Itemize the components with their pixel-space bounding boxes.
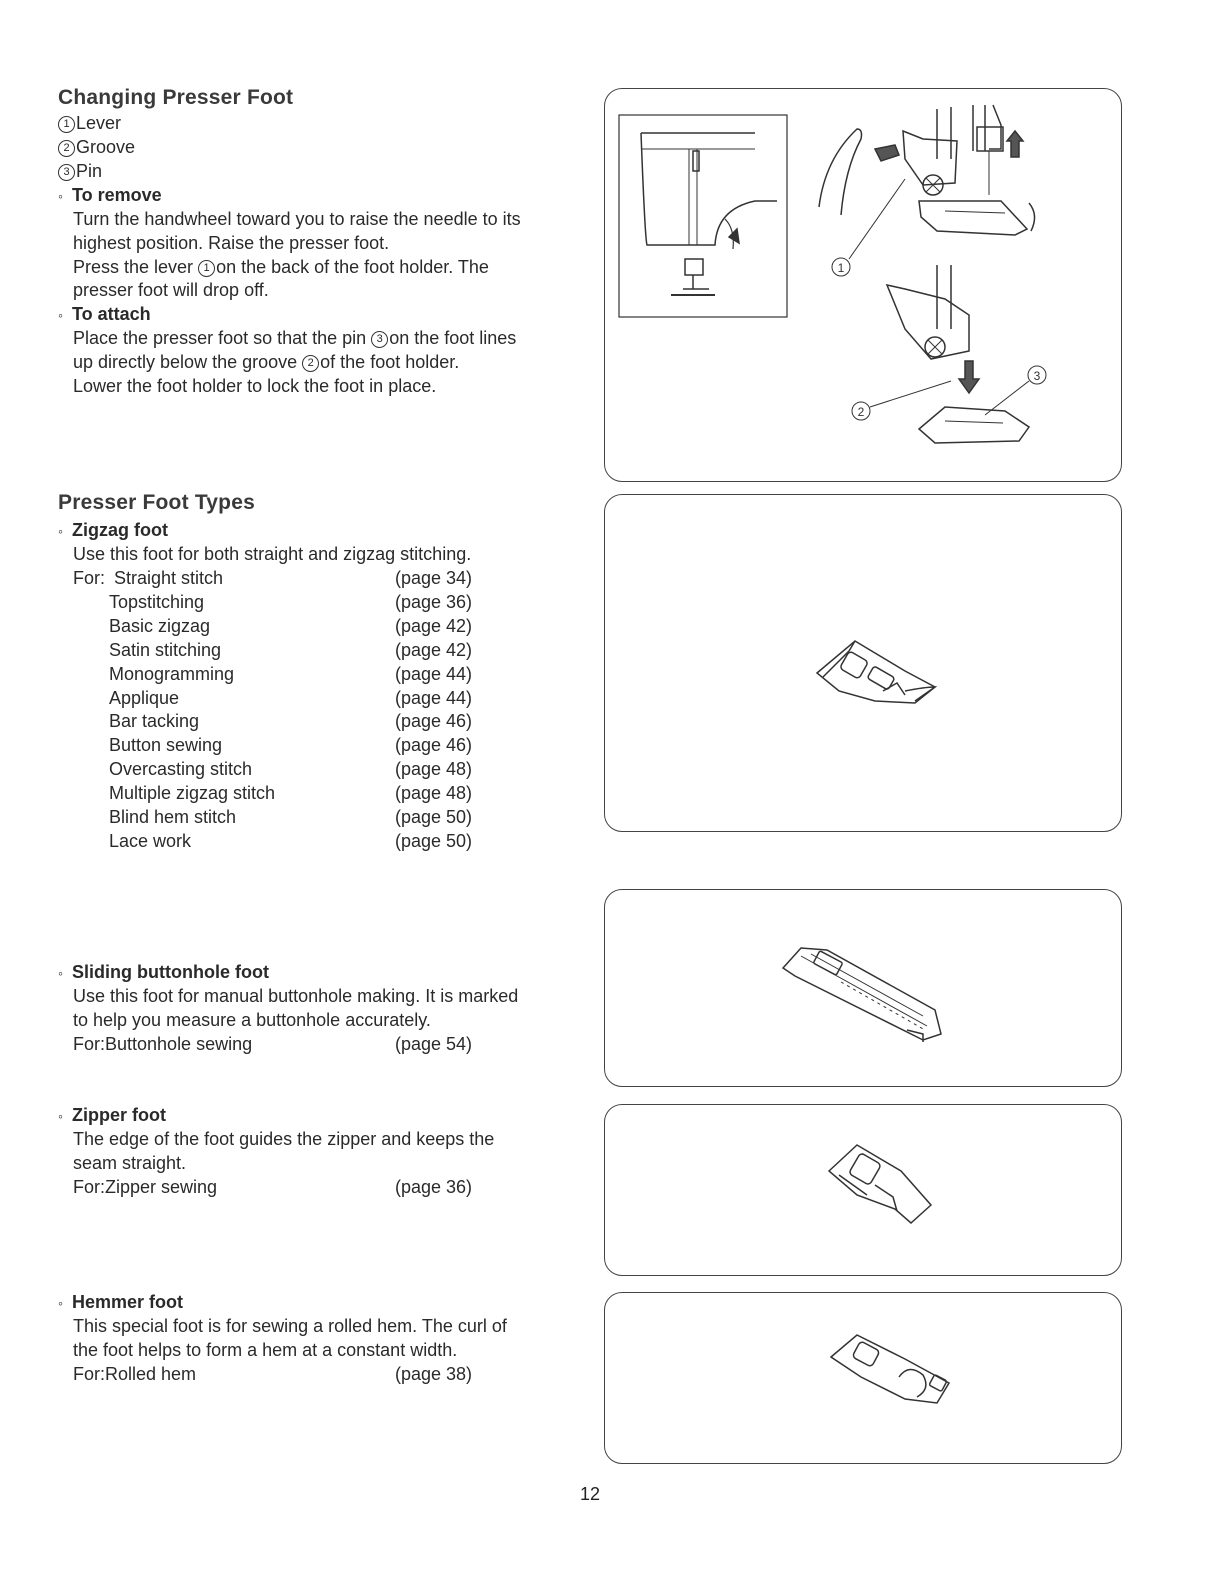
- zigzag-heading: [58, 519, 168, 544]
- use-name: Overcasting stitch: [109, 759, 253, 780]
- use-page: (page 44): [395, 687, 473, 708]
- zipper-heading: [58, 1104, 166, 1129]
- text-line: the foot helps to form a hem at a constant width.: [73, 1339, 458, 1360]
- text-line: [73, 256, 521, 280]
- circled-number: 1: [58, 116, 75, 133]
- zigzag-desc: Use this foot for both straight and zigzag stitching.: [73, 544, 472, 564]
- text-line: [73, 351, 516, 375]
- hemmer-use: For:Rolled hem: [73, 1364, 197, 1384]
- for-label: For:: [73, 568, 106, 588]
- use-name: Topstitching: [109, 591, 205, 612]
- bullet-icon: ◦: [58, 1295, 63, 1311]
- use-name: Bar tacking: [109, 711, 200, 732]
- buttonhole-page: (page 54): [395, 1034, 473, 1054]
- buttonhole-desc: [73, 985, 518, 1033]
- part-label: Pin: [76, 160, 103, 181]
- remove-instructions: [73, 208, 521, 303]
- use-page: (page 50): [395, 830, 473, 851]
- use-page: (page 48): [395, 783, 473, 804]
- buttonhole-heading: [58, 961, 269, 986]
- use-name: Satin stitching: [109, 639, 222, 660]
- text-line: The edge of the foot guides the zipper and keeps the: [73, 1129, 495, 1149]
- callout-1: 1: [837, 261, 845, 275]
- text-part: up directly below the groove: [73, 351, 298, 372]
- figure-changing-presser-foot: [604, 88, 1122, 482]
- text-part: Place the presser foot so that the pin: [73, 328, 367, 348]
- zipper-desc: [73, 1128, 494, 1176]
- text-line: This special foot is for sewing a rolled hem. The curl of: [73, 1316, 507, 1336]
- figure-hemmer-foot: [604, 1292, 1122, 1464]
- bullet-icon: ◦: [58, 307, 63, 323]
- text-line: highest position. Raise the presser foot.: [73, 232, 390, 253]
- text-line: to help you measure a buttonhole accurately.: [73, 1009, 431, 1030]
- hemmer-title: Hemmer foot: [72, 1292, 184, 1312]
- use-name: Button sewing: [109, 735, 223, 756]
- use-page: (page 42): [395, 615, 473, 636]
- text-part: Press the lever: [73, 256, 194, 277]
- buttonhole-use: For:Buttonhole sewing: [73, 1034, 253, 1054]
- zipper-page: (page 36): [395, 1177, 473, 1197]
- text-line: presser foot will drop off.: [73, 280, 269, 301]
- use-name: Monogramming: [109, 663, 235, 684]
- circled-number: 3: [58, 164, 75, 181]
- use-page: (page 46): [395, 711, 473, 732]
- circled-number: 1: [198, 260, 215, 277]
- figure-zipper-foot: [604, 1104, 1122, 1276]
- zigzag-foot-icon: [605, 495, 1121, 831]
- part-item-pin: [58, 160, 135, 184]
- use-page: (page 50): [395, 807, 473, 827]
- part-item-groove: [58, 136, 135, 160]
- text-part: on the back of the foot holder. The: [216, 256, 489, 277]
- attach-instructions: [73, 327, 516, 398]
- text-part: of the foot holder.: [320, 351, 460, 372]
- hemmer-foot-icon: [605, 1293, 1121, 1463]
- figure-buttonhole-foot: [604, 889, 1122, 1087]
- section-title-changing: Changing Presser Foot: [58, 86, 294, 109]
- hemmer-page: (page 38): [395, 1364, 473, 1384]
- circled-number: 2: [58, 140, 75, 157]
- circled-number: 3: [371, 331, 388, 348]
- text-line: Turn the handwheel toward you to raise the needle to its: [73, 209, 521, 229]
- remove-heading: [58, 184, 162, 209]
- buttonhole-title: Sliding buttonhole foot: [72, 962, 269, 982]
- use-name: Basic zigzag: [109, 615, 211, 636]
- remove-title: To remove: [72, 185, 162, 205]
- bullet-icon: ◦: [58, 523, 63, 539]
- attach-heading: [58, 303, 151, 328]
- presser-foot-diagram: [605, 89, 1121, 481]
- text-line: seam straight.: [73, 1152, 187, 1173]
- attach-title: To attach: [72, 304, 151, 324]
- use-page: (page 42): [395, 639, 473, 660]
- part-label: Groove: [76, 136, 136, 157]
- part-label: Lever: [76, 113, 122, 133]
- text-part: on the foot lines: [389, 328, 517, 348]
- use-page: (page 36): [395, 591, 473, 612]
- bullet-icon: ◦: [58, 1108, 63, 1124]
- bullet-icon: ◦: [58, 188, 63, 204]
- page-number: 12: [580, 1484, 601, 1504]
- hemmer-desc: [73, 1315, 507, 1363]
- bullet-icon: ◦: [58, 965, 63, 981]
- callout-2: 2: [857, 405, 865, 419]
- zigzag-title: Zigzag foot: [72, 520, 168, 540]
- part-item-lever: [58, 112, 135, 136]
- buttonhole-foot-icon: [605, 890, 1121, 1086]
- use-name: Blind hem stitch: [109, 807, 237, 827]
- use-page: (page 34): [395, 568, 473, 588]
- use-name: Straight stitch: [114, 568, 224, 588]
- use-page: (page 46): [395, 735, 473, 756]
- use-page: (page 44): [395, 663, 473, 684]
- section-title-types: Presser Foot Types: [58, 491, 255, 514]
- figure-zigzag-foot: [604, 494, 1122, 832]
- circled-number: 2: [302, 355, 319, 372]
- use-name: Lace work: [109, 830, 192, 851]
- text-line: Use this foot for manual buttonhole making. It is marked: [73, 986, 519, 1006]
- use-page: (page 48): [395, 759, 473, 780]
- text-line: Lower the foot holder to lock the foot in place.: [73, 375, 437, 396]
- zipper-foot-icon: [605, 1105, 1121, 1275]
- use-name: Multiple zigzag stitch: [109, 783, 276, 804]
- use-name: Applique: [109, 687, 180, 708]
- hemmer-heading: [58, 1291, 183, 1316]
- zipper-use: For:Zipper sewing: [73, 1177, 218, 1197]
- zipper-title: Zipper foot: [72, 1105, 166, 1125]
- text-line: [73, 327, 516, 351]
- parts-list: [58, 112, 135, 183]
- callout-3: 3: [1033, 369, 1041, 383]
